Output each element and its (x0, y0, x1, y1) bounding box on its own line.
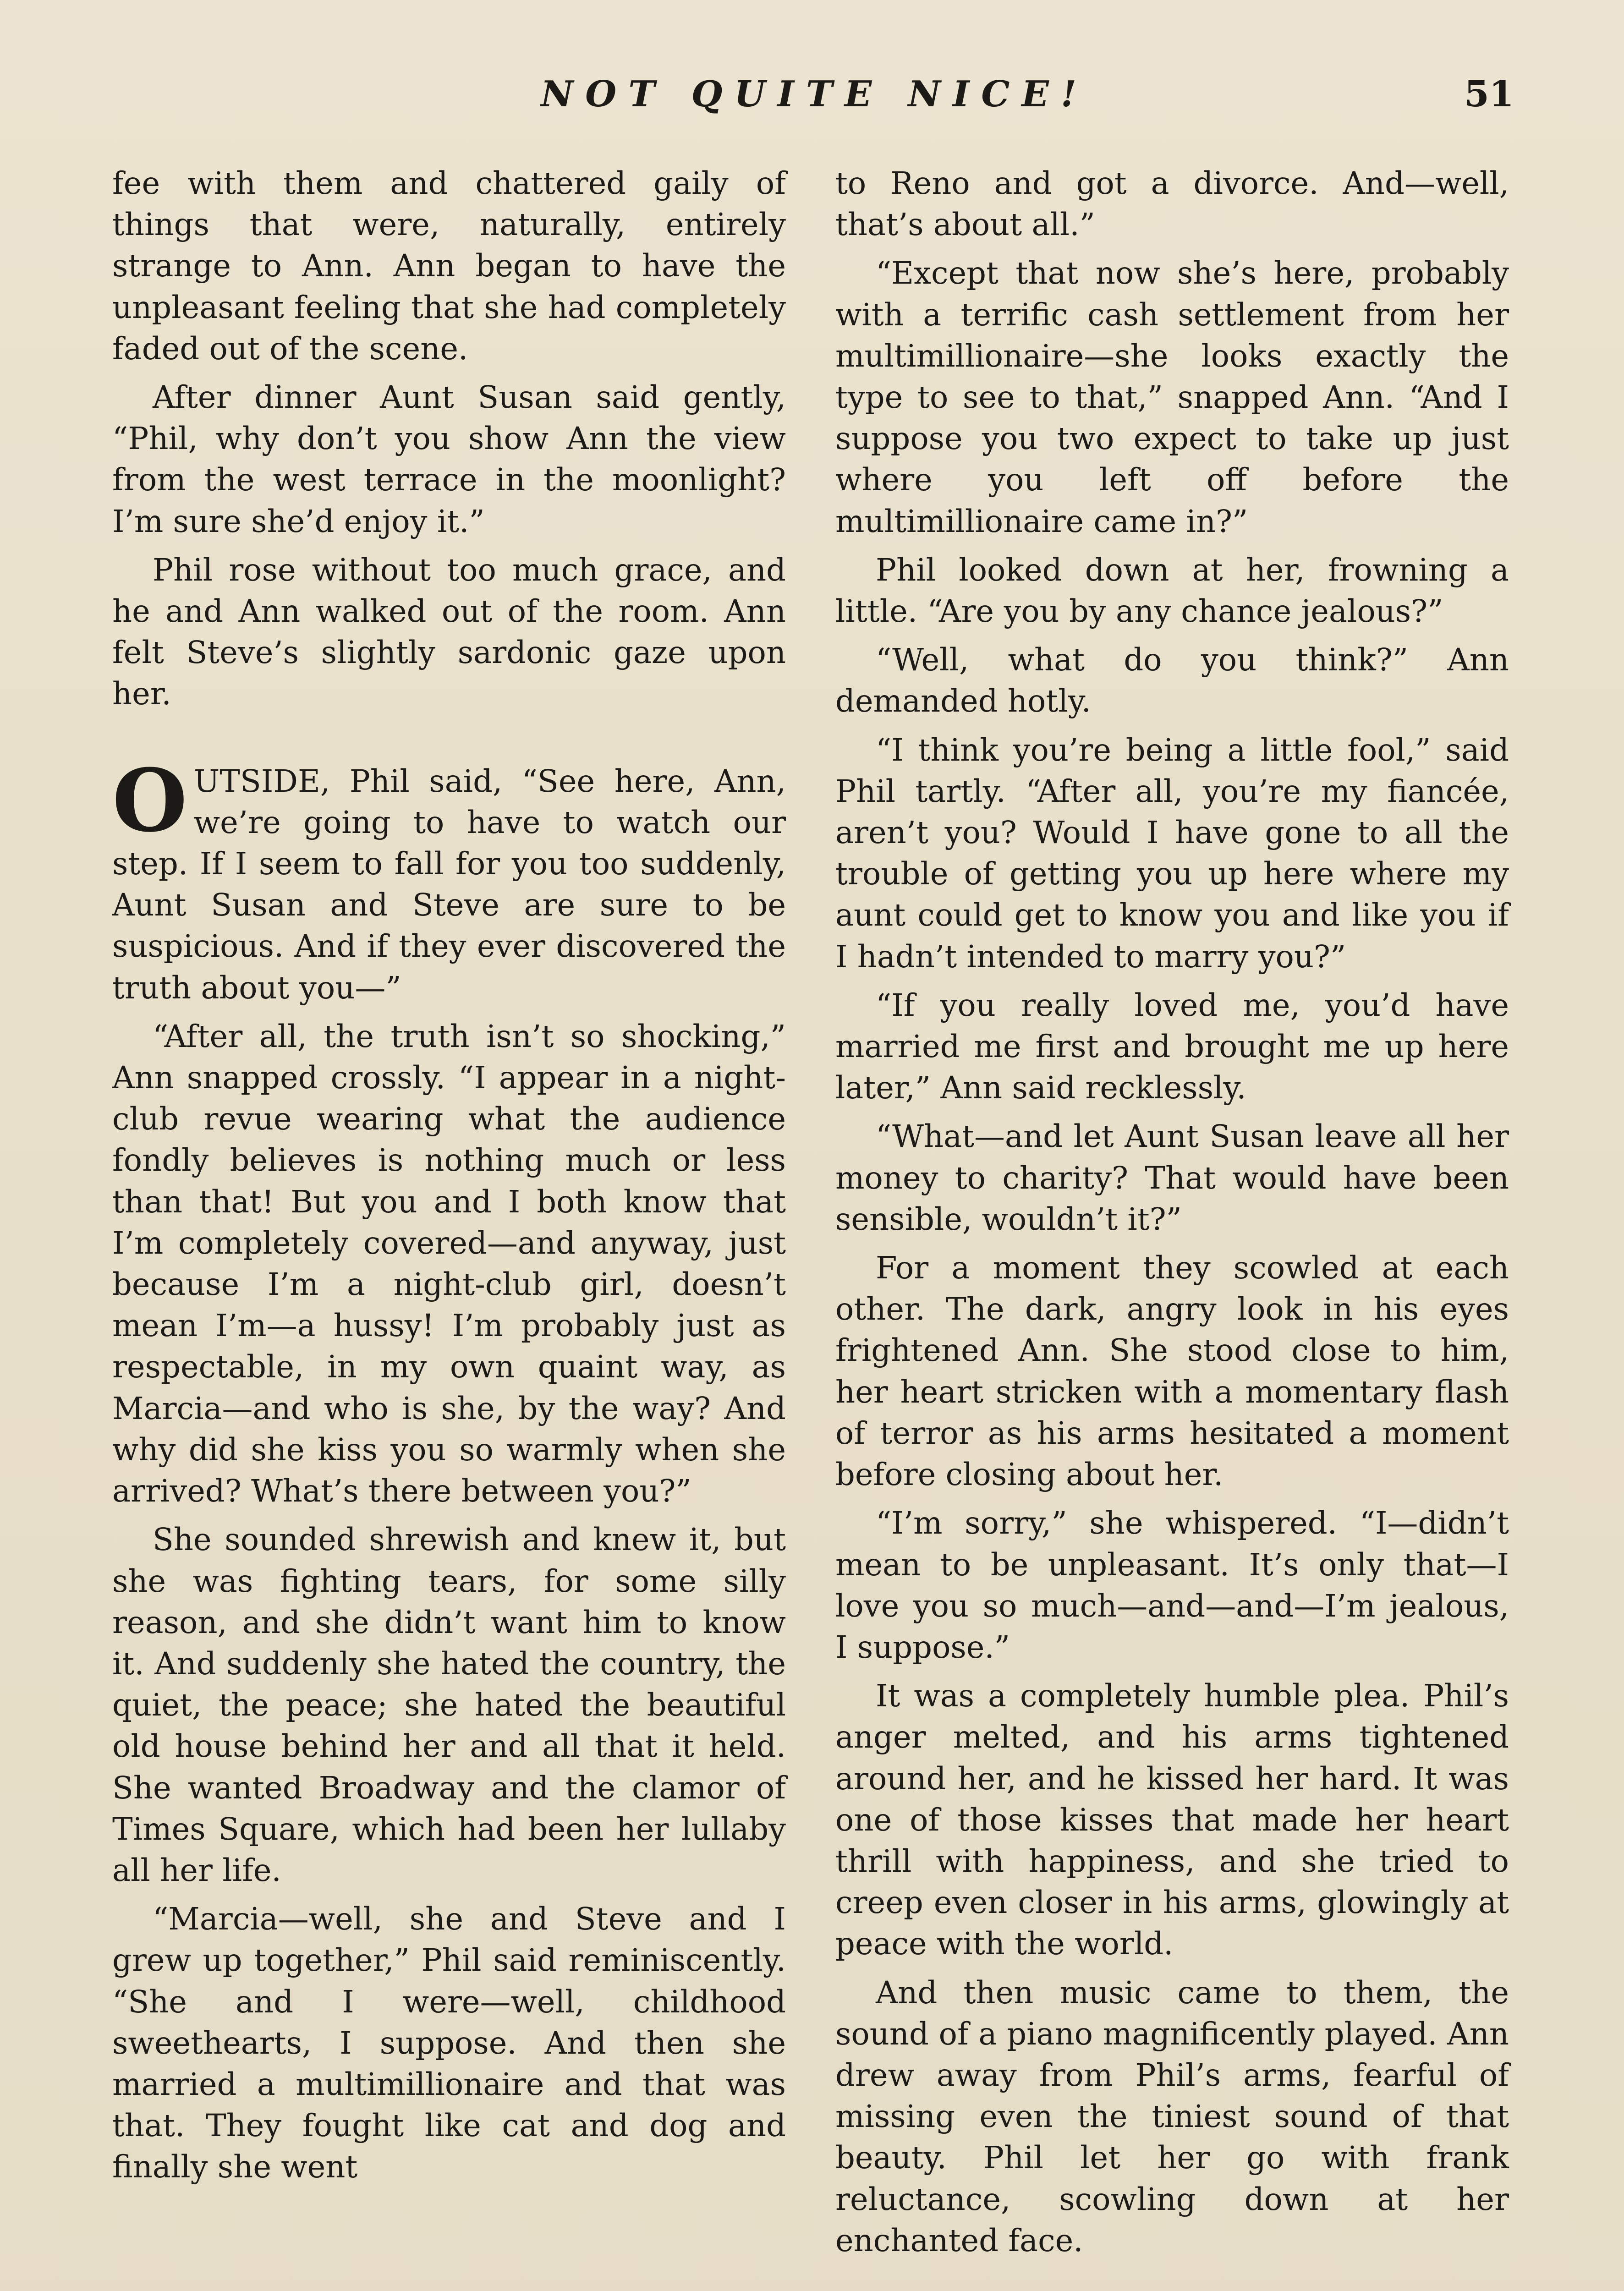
left-column (112, 163, 786, 2195)
section-opening-paragraph (112, 750, 786, 1008)
paragraph: She sounded shrewish and knew it, but she was fighting tears, for some silly reason, and she didn’t want him to know it. And suddenly she hated the country, the quiet, the peace; she hated the beautiful old house behind her and all that it held. She wanted Broadway and the clamor of Times Square, which had been her lullaby all her life. (112, 1522, 786, 1888)
page-number: 51 (1464, 73, 1514, 115)
paragraph: Phil looked down at her, frowning a little. “Are you by any chance jealous?” (835, 552, 1509, 630)
paragraph: fee with them and chattered gaily of things that were, naturally, entirely strange to Ann. Ann began to have the unpleasant feeling that she had completely faded out of the scene. (112, 165, 786, 367)
paragraph: “I think you’re being a little fool,” said Phil tartly. “After all, you’re my fiancée, aren’t you? Would I have gone to all the trouble of getting you up here where my aunt could get to know you and like you if I hadn’t intended to marry you?” (835, 732, 1509, 975)
paragraph: And then music came to them, the sound of a piano magnificently played. Ann drew away from Phil’s arms, fearful of missing even the tiniest sound of that beauty. Phil let her go with frank reluctance, scowling down at her enchanted face. (835, 1974, 1509, 2258)
paragraph: For a moment they scowled at each other. The dark, angry look in his eyes frightened Ann. She stood close to him, her heart stricken with a momentary flash of terror as his arms hesitated a moment before closing about her. (835, 1250, 1509, 1493)
right-column (835, 163, 1509, 2269)
paragraph: Phil rose without too much grace, and he and Ann walked out of the room. Ann felt Steve’s slightly sardonic gaze upon her. (112, 552, 786, 712)
paragraph: “If you really loved me, you’d have married me first and brought me up here later,” Ann said recklessly. (835, 987, 1509, 1106)
paragraph: “I’m sorry,” she whispered. “I—didn’t mean to be unpleasant. It’s only that—I love you so much—and—and—I’m jealous, I suppose.” (835, 1505, 1509, 1665)
running-title: NOT QUITE NICE! (541, 73, 1089, 115)
paragraph: “Except that now she’s here, probably with a terrific cash settlement from her multimillionaire—she looks exactly the type to see to that,” snapped Ann. “And I suppose you two expect to take up just where you left off before the multimillionaire came in?” (835, 255, 1509, 539)
paragraph: “Marcia—well, she and Steve and I grew up together,” Phil said reminiscently. “She and I were—well, childhood sweethearts, I suppose. And then she married a multimillionaire and that was that. They fought like cat and dog and finally she went (112, 1901, 786, 2185)
drop-cap: O (112, 750, 187, 851)
paragraph: It was a completely humble plea. Phil’s anger melted, and his arms tightened around her, and he kissed her hard. It was one of those kisses that made her heart thrill with happiness, and she tried to creep even closer in his arms, glowingly at peace with the world. (835, 1678, 1509, 1962)
paragraph: “What—and let Aunt Susan leave all her money to charity? That would have been sensible, wouldn’t it?” (835, 1118, 1509, 1237)
paragraph: to Reno and got a divorce. And—well, that’s about all.” (835, 165, 1509, 243)
paragraph: “Well, what do you think?” Ann demanded hotly. (835, 642, 1509, 719)
paragraph: After dinner Aunt Susan said gently, “Phil, why don’t you show Ann the view from the west terrace in the moonlight? I’m sure she’d enjoy it.” (112, 379, 786, 539)
paragraph: “After all, the truth isn’t so shocking,” Ann snapped crossly. “I appear in a night-club revue wearing what the audience fondly believes is nothing much or less than that! But you and I both know that I’m completely covered—and anyway, just because I’m a night-club girl, doesn’t mean I’m—a hussy! I’m probably just as respectable, in my own quaint way, as Marcia—and who is she, by the way? And why did she kiss you so warmly when she arrived? What’s there between you?” (112, 1018, 786, 1509)
paragraph-text: UTSIDE, Phil said, “See here, Ann, we’re going to have to watch our step. If I seem to fall for you too suddenly, Aunt Susan and Steve are sure to be suspicious. And if they ever discovered the truth about you—” (112, 763, 786, 1006)
